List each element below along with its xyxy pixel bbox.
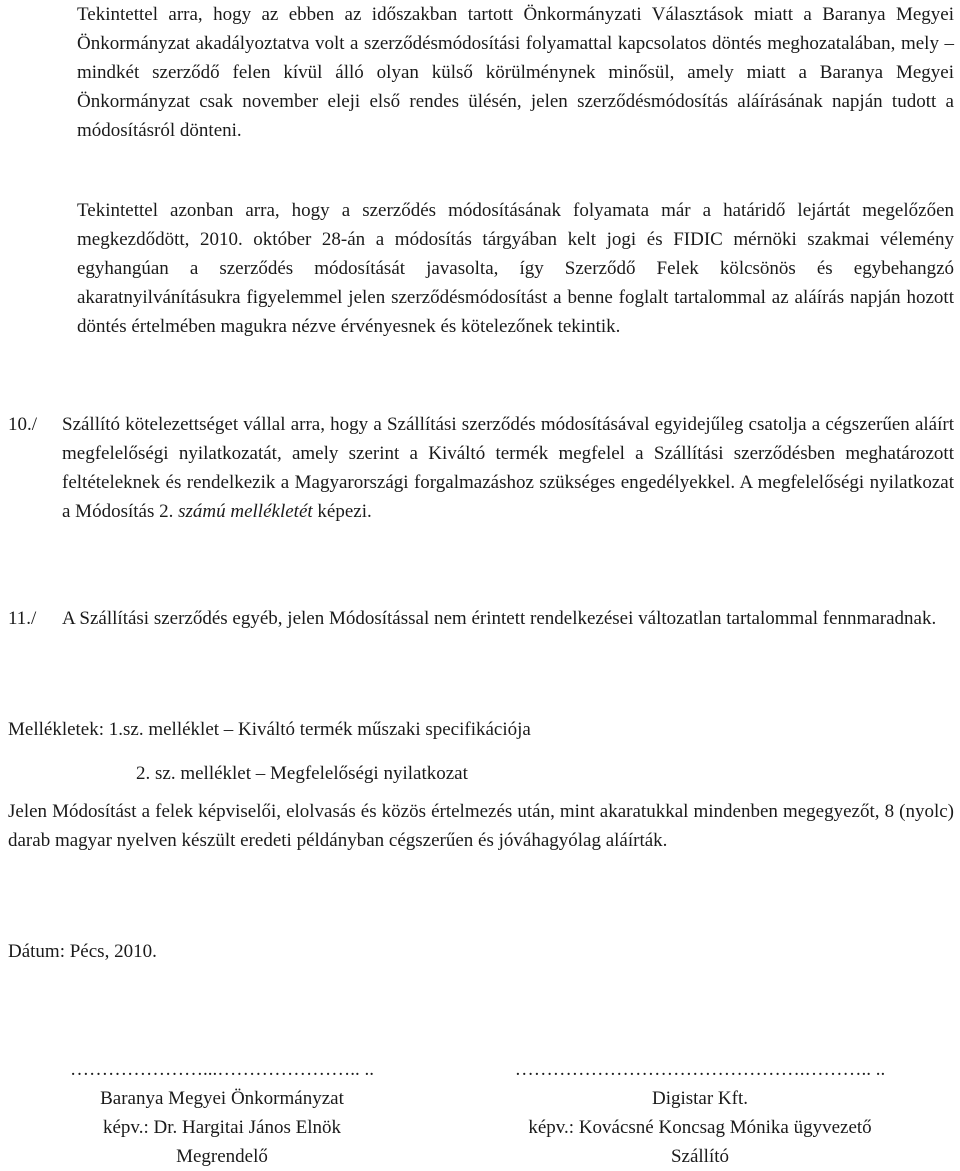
clause-number: 11./	[8, 608, 37, 629]
paragraph-election-delay: Tekintettel arra, hogy az ebben az időszakban tartott Önkormányzati Választások miatt a Baranya Megyei Önkormányzat akadályoztatva volt a szerződésmódosítási folyamattal kapcsolatos döntés meghozatalában, mely – mindkét szerződő felen kívül álló olyan külső körülménynek minősül, amely miatt a Baranya Megyei Önkormányzat csak november eleji első rendes ülésén, jelen szerződésmódosítás aláírásának napján tudott a módosításról dönteni.	[77, 4, 954, 141]
party-role: Szállító	[670, 1146, 730, 1167]
clause-11	[8, 604, 954, 633]
clause-text: A Szállítási szerződés egyéb, jelen Módosítással nem érintett rendelkezései változatlan tartalommal fennmaradnak.	[62, 608, 937, 629]
signature-block-client	[22, 1055, 422, 1171]
clause-10	[8, 410, 954, 526]
annex-item-1: Mellékletek: 1.sz. melléklet – Kiváltó termék műszaki specifikációja	[8, 719, 531, 740]
clause-text: Szállító kötelezettséget vállal arra, hogy a Szállítási szerződés módosításával egyidejűleg csatolja a cégszerűen aláírt megfelelőségi nyilatkozatát, amely szerint a Kiváltó termék megfelel a Szállítási szerződésben meghatározott feltételeknek és rendelkezik a Magyarországi forgalmazáshoz szükséges engedélyekkel. A megfelelőségi nyilatkozat a Módosítás 2. számú mellékletét képezi.	[62, 414, 954, 522]
signing-date: Dátum: Pécs, 2010.	[8, 941, 157, 962]
annex-list	[8, 715, 954, 784]
party-representative: képv.: Kovácsné Koncsag Mónika ügyvezető	[528, 1117, 872, 1138]
annex-item-2: 2. sz. melléklet – Megfelelőségi nyilatkozat	[136, 763, 468, 784]
closing-statement: Jelen Módosítást a felek képviselői, elolvasás és közös értelmezés után, mint akaratukkal mindenben megegyezőt, 8 (nyolc) darab magyar nyelven készült eredeti példányban cégszerűen és jóváhagyólag aláírták.	[8, 801, 954, 851]
paragraph-modification-validity: Tekintettel azonban arra, hogy a szerződés módosításának folyamata már a határidő lejártát megelőzően megkezdődött, 2010. október 28-án a módosítás tárgyában kelt jogi és FIDIC mérnöki szakmai vélemény egyhangúan a szerződés módosítását javasolta, így Szerződő Felek kölcsönös és egybehangzó akaratnyilvánításukra figyelemmel jelen szerződésmódosítást a benne foglalt tartalommal az aláírás napján hozott döntés értelmében magukra nézve érvényesnek és kötelezőnek tekintik.	[77, 200, 954, 337]
signature-line: …………………...………………….. ..	[70, 1059, 374, 1080]
party-name: Digistar Kft.	[651, 1088, 749, 1109]
signature-block-supplier	[465, 1055, 935, 1171]
party-name: Baranya Megyei Önkormányzat	[100, 1088, 344, 1109]
annex-reference: számú mellékletét	[178, 501, 313, 522]
clause-number: 10./	[8, 414, 38, 435]
party-representative: képv.: Dr. Hargitai János Elnök	[103, 1117, 341, 1138]
signature-line: ……………………………………….……….. ..	[514, 1059, 886, 1080]
party-role: Megrendelő	[176, 1146, 268, 1167]
